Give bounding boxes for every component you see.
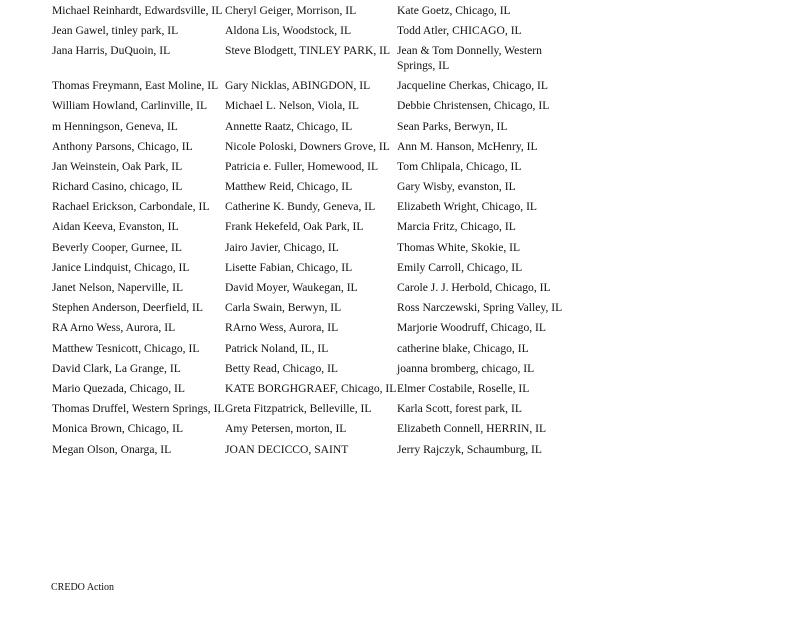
signature-entry: Carla Swain, Berwyn, IL (225, 301, 342, 315)
signature-entry: Ross Narczewski, Spring Valley, IL (397, 301, 563, 315)
signature-entry: Beverly Cooper, Gurnee, IL (52, 240, 182, 254)
signature-row (52, 261, 567, 281)
signature-entry: Frank Hekefeld, Oak Park, IL (225, 220, 364, 234)
signature-entry: Greta Fitzpatrick, Belleville, IL (225, 402, 372, 416)
signature-entry: catherine blake, Chicago, IL (397, 341, 529, 355)
signature-entry: Gary Wisby, evanston, IL (397, 180, 516, 194)
signature-entry: KATE BORGHGRAEF, Chicago, IL (225, 381, 397, 395)
signature-entry: Sean Parks, Berwyn, IL (397, 119, 508, 133)
signature-row (52, 321, 567, 341)
signature-entry: Elizabeth Connell, HERRIN, IL (397, 422, 547, 436)
signature-entry: Gary Nicklas, ABINGDON, IL (225, 79, 371, 93)
signature-entry: Annette Raatz, Chicago, IL (225, 119, 353, 133)
signature-row (52, 402, 567, 422)
signature-entry: Todd Atler, CHICAGO, IL (397, 24, 522, 38)
signature-entry: Jan Weinstein, Oak Park, IL (52, 159, 183, 173)
signature-entry: Monica Brown, Chicago, IL (52, 422, 184, 436)
signature-entry: Marjorie Woodruff, Chicago, IL (397, 321, 546, 335)
signature-entry: Megan Olson, Onarga, IL (52, 442, 172, 456)
signature-row (52, 301, 567, 321)
signature-row (52, 220, 567, 240)
signature-row (52, 120, 567, 140)
signature-entry: Jana Harris, DuQuoin, IL (52, 44, 171, 58)
signature-entry: William Howland, Carlinville, IL (52, 99, 208, 113)
signature-entry: RA Arno Wess, Aurora, IL (52, 321, 176, 335)
signature-entry: Matthew Reid, Chicago, IL (225, 180, 353, 194)
signature-entry: Richard Casino, chicago, IL (52, 180, 183, 194)
signature-row (52, 140, 567, 160)
signature-entry: Karla Scott, forest park, IL (397, 402, 522, 416)
signature-row (52, 44, 567, 79)
signature-row (52, 342, 567, 362)
signature-entry: Cheryl Geiger, Morrison, IL (225, 4, 357, 17)
signature-entry: joanna bromberg, chicago, IL (397, 361, 535, 375)
signature-entry: Jacqueline Cherkas, Chicago, IL (397, 79, 548, 93)
signature-entry: David Moyer, Waukegan, IL (225, 281, 358, 295)
signature-entry: Matthew Tesnicott, Chicago, IL (52, 341, 200, 355)
signature-entry: Jean & Tom Donnelly, Western Springs, IL (397, 44, 542, 72)
signature-row (52, 443, 567, 463)
signature-row (52, 200, 567, 220)
signature-entry: Lisette Fabian, Chicago, IL (225, 260, 353, 274)
signature-entry: Michael Reinhardt, Edwardsville, IL (52, 4, 223, 17)
signature-entry: Stephen Anderson, Deerfield, IL (52, 301, 203, 315)
signature-entry: Nicole Poloski, Downers Grove, IL (225, 139, 390, 153)
signature-entry: Jean Gawel, tinley park, IL (52, 24, 179, 38)
signature-entry: Elmer Costabile, Roselle, IL (397, 381, 530, 395)
signature-entry: Patrick Noland, IL, IL (225, 341, 329, 355)
signature-entry: Anthony Parsons, Chicago, IL (52, 139, 193, 153)
signature-entry: Janice Lindquist, Chicago, IL (52, 260, 190, 274)
signature-entry: Thomas Freymann, East Moline, IL (52, 79, 219, 93)
signature-entry: RArno Wess, Aurora, IL (225, 321, 339, 335)
signature-row (52, 180, 567, 200)
signature-table (52, 4, 567, 463)
signature-entry: JOAN DECICCO, SAINT (225, 442, 349, 456)
signature-row (52, 24, 567, 44)
signature-row (52, 160, 567, 180)
signature-entry: Jerry Rajczyk, Schaumburg, IL (397, 442, 542, 456)
signature-entry: Carole J. J. Herbold, Chicago, IL (397, 281, 551, 295)
signature-row (52, 362, 567, 382)
signature-entry: Jairo Javier, Chicago, IL (225, 240, 339, 254)
signature-entry: Elizabeth Wright, Chicago, IL (397, 200, 538, 214)
signature-entry: Debbie Christensen, Chicago, IL (397, 99, 550, 113)
signature-entry: Rachael Erickson, Carbondale, IL (52, 200, 210, 214)
signature-entry: Mario Quezada, Chicago, IL (52, 381, 185, 395)
signature-entry: Tom Chlipala, Chicago, IL (397, 159, 522, 173)
signature-entry: Kate Goetz, Chicago, IL (397, 4, 511, 17)
signature-entry: David Clark, La Grange, IL (52, 361, 181, 375)
signature-row (52, 4, 567, 24)
signature-entry: Betty Read, Chicago, IL (225, 361, 339, 375)
signature-entry: Catherine K. Bundy, Geneva, IL (225, 200, 376, 214)
signature-row (52, 281, 567, 301)
signature-entry: Thomas White, Skokie, IL (397, 240, 521, 254)
signature-row (52, 99, 567, 119)
signature-entry: Ann M. Hanson, McHenry, IL (397, 139, 538, 153)
signature-entry: Janet Nelson, Naperville, IL (52, 281, 184, 295)
signature-row (52, 241, 567, 261)
signature-row (52, 79, 567, 99)
signature-entry: Aidan Keeva, Evanston, IL (52, 220, 179, 234)
signature-entry: Amy Petersen, morton, IL (225, 422, 347, 436)
signature-entry: Patricia e. Fuller, Homewood, IL (225, 159, 379, 173)
signature-entry: Marcia Fritz, Chicago, IL (397, 220, 516, 234)
signature-entry: m Henningson, Geneva, IL (52, 119, 178, 133)
signature-row (52, 382, 567, 402)
signature-entry: Michael L. Nelson, Viola, IL (225, 99, 359, 113)
signature-entry: Emily Carroll, Chicago, IL (397, 260, 523, 274)
signature-table-body (52, 4, 567, 463)
signature-entry: Thomas Druffel, Western Springs, IL (52, 402, 225, 416)
signature-row (52, 422, 567, 442)
signature-entry: Steve Blodgett, TINLEY PARK, IL (225, 44, 391, 58)
footer-label: CREDO Action (51, 582, 115, 593)
signature-entry: Aldona Lis, Woodstock, IL (225, 24, 352, 38)
